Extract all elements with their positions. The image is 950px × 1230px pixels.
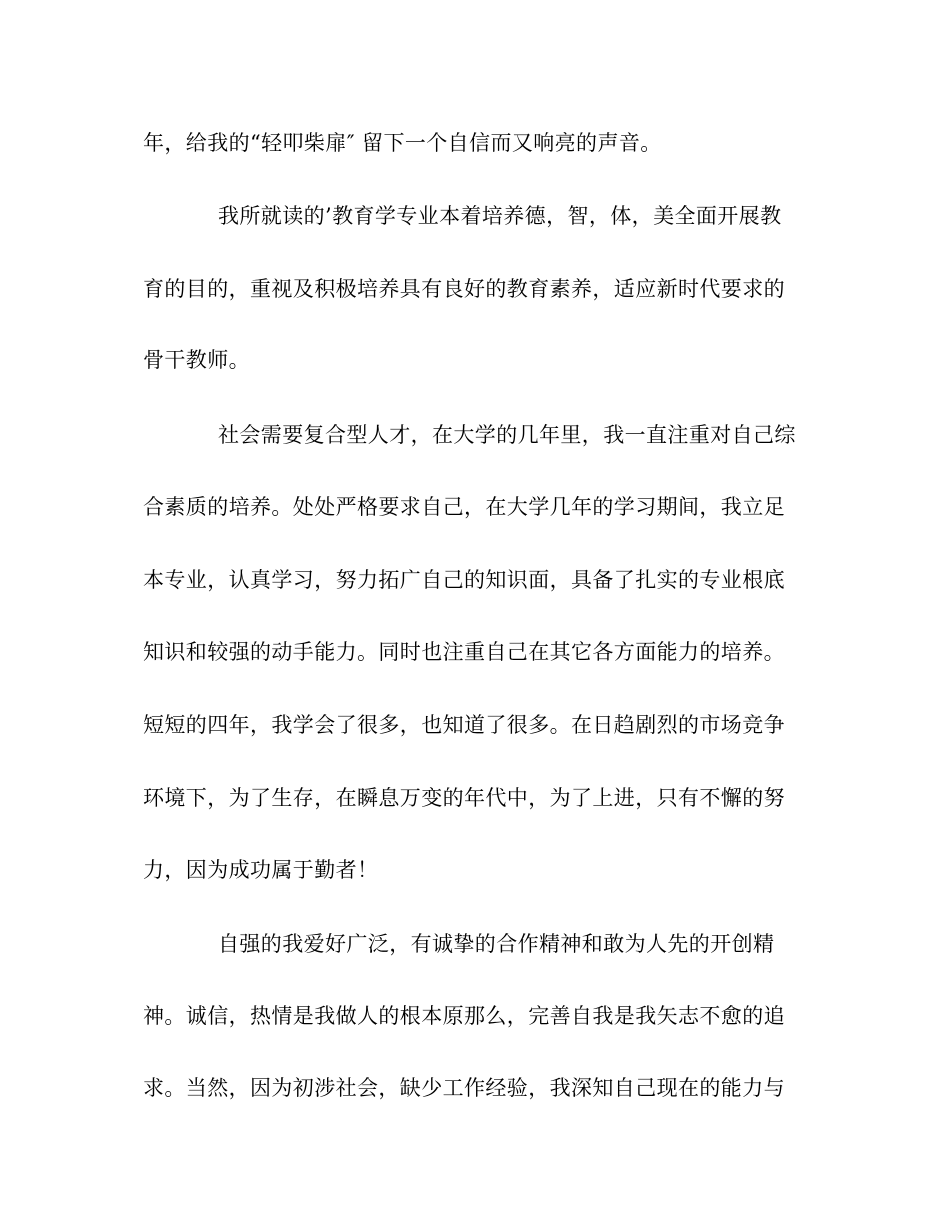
text-line: 育的目的，重视及积极培养具有良好的教育素养，适应新时代要求的 bbox=[143, 277, 785, 301]
paragraph-start-line: 我所就读的’教育学专业本着培养德，智，体，美全面开展教 bbox=[218, 204, 782, 228]
text-line: 求。当然，因为初涉社会，缺少工作经验，我深知自己现在的能力与 bbox=[143, 1076, 785, 1100]
text-line: 年，给我的“轻叩柴扉″ 留下一个自信而又响亮的声音。 bbox=[143, 131, 662, 155]
text-line: 知识和较强的动手能力。同时也注重自己在其它各方面能力的培养。 bbox=[143, 640, 785, 664]
text-line: 合素质的培养。处处严格要求自己，在大学几年的学习期间，我立足 bbox=[143, 495, 785, 519]
text-line: 本专业，认真学习，努力拓广自己的知识面，具备了扎实的专业根底 bbox=[143, 568, 785, 592]
text-line: 短短的四年，我学会了很多，也知道了很多。在日趋剧烈的市场竞争 bbox=[143, 713, 785, 737]
text-line: 骨干教师。 bbox=[143, 348, 250, 372]
text-line: 力，因为成功属于勤者！ bbox=[143, 858, 379, 882]
text-line: 环境下，为了生存，在瞬息万变的年代中，为了上进，只有不懈的努 bbox=[143, 786, 785, 810]
text-line: 神。诚信，热情是我做人的根本原那么，完善自我是我矢志不愈的追 bbox=[143, 1004, 785, 1028]
paragraph-start-line: 自强的我爱好广泛，有诚挚的合作精神和敢为人先的开创精 bbox=[218, 932, 775, 956]
paragraph-start-line: 社会需要复合型人才，在大学的几年里，我一直注重对自己综 bbox=[218, 423, 796, 447]
